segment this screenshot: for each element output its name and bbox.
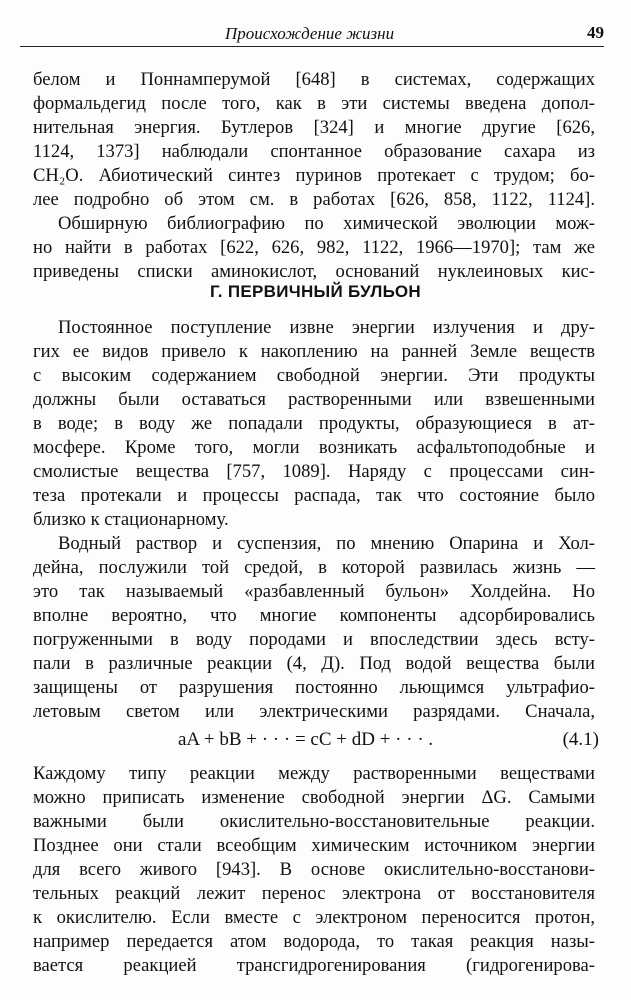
text-line: важными были окислительно-восстановительные реакции. <box>33 811 595 832</box>
text-line: Постоянное поступление извне энергии излучения и дру- <box>58 317 595 338</box>
text-line: вполне вероятно, что многие компоненты адсорбировались <box>33 605 595 626</box>
text-line: должны были оставаться растворенными или взвешенными <box>33 389 595 410</box>
text-line: CH₂O. Абиотический синтез пуринов протекает с трудом; бо- <box>33 165 595 186</box>
text-line: мосфере. Кроме того, могли возникать асфальтоподобные и <box>33 437 595 458</box>
text-line: вается реакцией трансгидрогенирования (гидрогенирова- <box>33 955 595 976</box>
text-line: но найти в работах [622, 626, 982, 1122, 1966—1970]; там же <box>33 237 595 258</box>
text-line: в воде; в воду же попадали продукты, образующиеся в ат- <box>33 413 595 434</box>
text-line: лее подробно об этом см. в работах [626, 858, 1122, 1124]. <box>33 189 595 210</box>
text-line: формальдегид после того, как в эти системы введена допол- <box>33 93 595 114</box>
equation-number: (4.1) <box>562 729 599 750</box>
text-line: близко к стационарному. <box>33 509 229 530</box>
section-heading: Г. ПЕРВИЧНЫЙ БУЛЬОН <box>209 282 421 301</box>
text-line: теза протекали и процессы распада, так что состояние было <box>33 485 595 506</box>
text-line: это так называемый «разбавленный бульон» Холдейна. Но <box>33 581 595 602</box>
text-line: дейна, послужили той средой, в которой развилась жизнь — <box>33 557 595 578</box>
text-line: Водный раствор и суспензия, по мнению Опарина и Хол- <box>58 533 595 554</box>
text-line: летовым светом или электрическими разрядами. Сначала, <box>33 701 595 722</box>
text-line: защищены от разрушения постоянно льющимся ультрафио- <box>33 677 595 698</box>
text-line: погруженными в воду породами и впоследствии здесь всту- <box>33 629 595 650</box>
text-line: можно приписать изменение свободной энергии ΔG. Самыми <box>33 787 595 808</box>
page-header <box>20 22 604 47</box>
text-line: например передается атом водорода, то такая реакция назы- <box>33 931 595 952</box>
text-line: 1124, 1373] наблюдали спонтанное образование сахара из <box>33 141 595 162</box>
text-line: Позднее они стали всеобщим химическим источником энергии <box>33 835 595 856</box>
text-line: пали в различные реакции (4, Д). Под водой вещества были <box>33 653 595 674</box>
page-number: 49 <box>587 23 604 42</box>
text-line: смолистые вещества [757, 1089]. Наряду с процессами син- <box>33 461 595 482</box>
text-line: для всего живого [943]. В основе окислительно-восстанови- <box>33 859 595 880</box>
text-line: тельных реакций лежит перенос электрона от восстановителя <box>33 883 595 904</box>
text-line: белом и Поннамперумой [648] в системах, содержащих <box>33 69 595 90</box>
text-line: к окислителю. Если вместе с электроном переносится протон, <box>33 907 595 928</box>
running-title: Происхождение жизни <box>225 24 395 43</box>
text-line: гих ее видов привело к накоплению на ранней Земле веществ <box>33 341 595 362</box>
text-line: Обширную библиографию по химической эволюции мож- <box>58 213 595 234</box>
text-line: с высоким содержанием свободной энергии. Эти продукты <box>33 365 595 386</box>
equation-formula: aA + bB + · · · = cC + dD + · · · . <box>178 729 434 750</box>
text-line: приведены списки аминокислот, оснований нуклеиновых кис- <box>33 261 595 282</box>
text-line: нительная энергия. Бутлеров [324] и многие другие [626, <box>33 117 595 138</box>
text-line: Каждому типу реакции между растворенными веществами <box>33 763 595 784</box>
